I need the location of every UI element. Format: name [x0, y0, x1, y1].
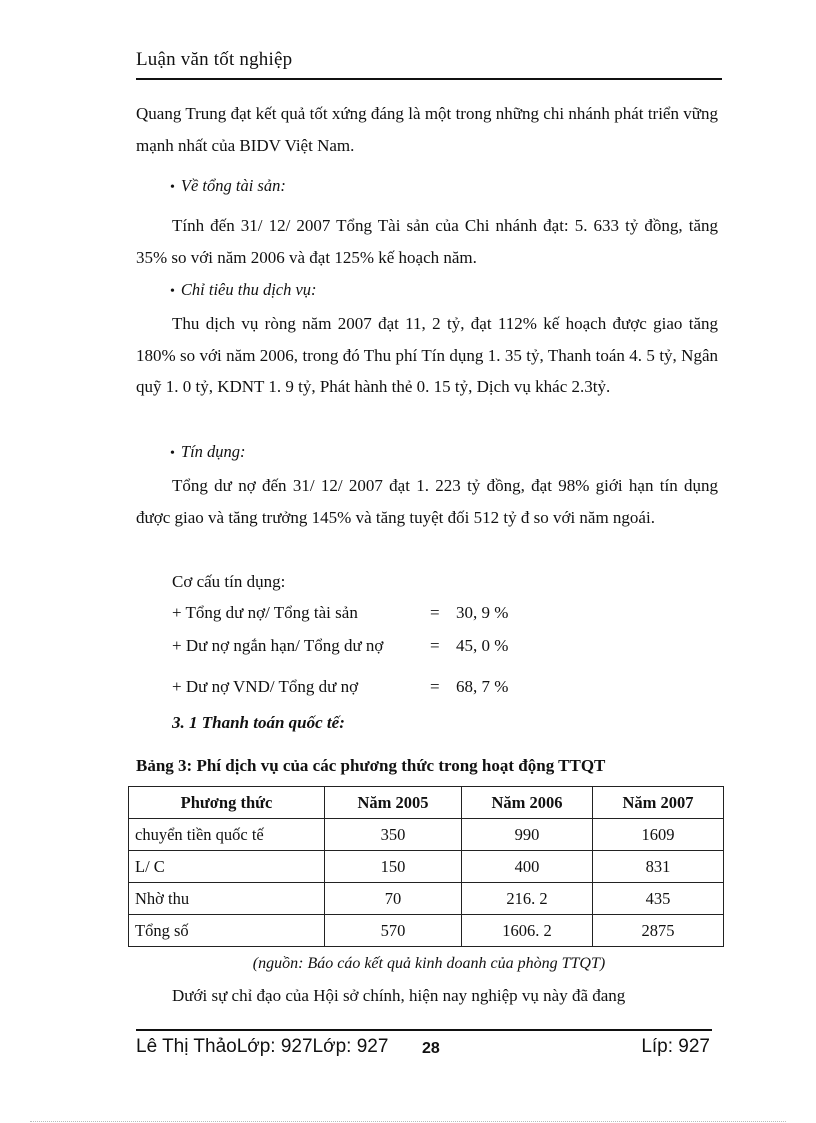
table-cell: 70 — [325, 883, 462, 915]
table-cell: 1606. 2 — [462, 915, 593, 947]
ratio-label: + Tổng dư nợ/ Tổng tài sản — [172, 603, 358, 622]
footer-author: Lê Thị ThảoLớp: 927Lớp: 927 — [136, 1036, 389, 1057]
table-row — [129, 851, 724, 883]
table-cell: 400 — [462, 851, 593, 883]
table-header-row — [129, 787, 724, 819]
column-header: Năm 2005 — [325, 787, 462, 819]
assets-heading — [170, 176, 286, 196]
ratio-value: 68, 7 % — [456, 677, 509, 696]
table-caption: Bảng 3: Phí dịch vụ của các phương thức trong hoạt động TTQT — [136, 756, 606, 775]
ratio-row — [172, 636, 508, 656]
header-rule — [136, 78, 722, 80]
equals-sign: = — [430, 677, 440, 696]
column-header: Năm 2006 — [462, 787, 593, 819]
equals-sign: = — [430, 636, 440, 655]
header-title: Luận văn tốt nghiệp — [136, 49, 293, 70]
ratio-value: 30, 9 % — [456, 603, 509, 622]
table-cell: 150 — [325, 851, 462, 883]
table-row — [129, 819, 724, 851]
table-cell: 990 — [462, 819, 593, 851]
intro-paragraph: Quang Trung đạt kết quả tốt xứng đáng là một trong những chi nhánh phát triển vững mạnh nhất của BIDV Việt Nam. — [136, 104, 718, 155]
credit-heading-text: Tín dụng: — [180, 442, 246, 461]
table-cell: L/ C — [129, 851, 325, 883]
table-row — [129, 915, 724, 947]
services-heading-text: Chỉ tiêu thu dịch vụ: — [180, 280, 317, 299]
footer-class: Líp: 927 — [641, 1036, 710, 1057]
section-heading: 3. 1 Thanh toán quốc tế: — [172, 713, 345, 732]
services-heading — [170, 280, 317, 300]
ratio-label: + Dư nợ ngắn hạn/ Tổng dư nợ — [172, 636, 384, 655]
table-cell: 216. 2 — [462, 883, 593, 915]
footer-rule — [136, 1029, 712, 1031]
table-cell: chuyển tiền quốc tế — [129, 819, 325, 851]
table-cell: 435 — [593, 883, 724, 915]
services-paragraph: Thu dịch vụ ròng năm 2007 đạt 11, 2 tỷ, đạt 112% kế hoạch được giao tăng 180% so với năm 2006, trong đó Thu phí Tín dụng 1. 35 tỷ, Thanh toán 4. 5 tỷ, Ngân quỹ 1. 0 tỷ, KDNT 1. 9 tỷ, Phát hành thẻ 0. 15 tỷ, Dịch vụ khác 2.3tỷ. — [136, 314, 718, 396]
page-edge-dots — [30, 1121, 786, 1122]
table-cell: Nhờ thu — [129, 883, 325, 915]
table-cell: 570 — [325, 915, 462, 947]
credit-paragraph: Tổng dư nợ đến 31/ 12/ 2007 đạt 1. 223 tỷ đồng, đạt 98% giới hạn tín dụng được giao và tăng trưởng 145% và tăng tuyệt đối 512 tỷ đ so với năm ngoái. — [136, 476, 718, 527]
assets-paragraph: Tính đến 31/ 12/ 2007 Tổng Tài sản của Chi nhánh đạt: 5. 633 tỷ đồng, tăng 35% so với năm 2006 và đạt 125% kế hoạch năm. — [136, 216, 718, 267]
closing-paragraph: Dưới sự chỉ đạo của Hội sở chính, hiện nay nghiệp vụ này đã đang — [172, 986, 626, 1005]
bullet-dot-icon: • — [170, 284, 175, 299]
fee-table — [128, 786, 724, 947]
credit-heading — [170, 442, 246, 462]
bullet-dot-icon: • — [170, 446, 175, 461]
table-cell: Tổng số — [129, 915, 325, 947]
table-row — [129, 883, 724, 915]
ratio-row — [172, 603, 508, 623]
equals-sign: = — [430, 603, 440, 622]
ratio-value: 45, 0 % — [456, 636, 509, 655]
table-source: (nguồn: Báo cáo kết quả kinh doanh của phòng TTQT) — [252, 955, 606, 972]
table-cell: 1609 — [593, 819, 724, 851]
credit-structure-label: Cơ cấu tín dụng: — [172, 572, 286, 591]
table-cell: 831 — [593, 851, 724, 883]
bullet-dot-icon: • — [170, 180, 175, 195]
ratio-label: + Dư nợ VND/ Tổng dư nợ — [172, 677, 359, 696]
table-cell: 350 — [325, 819, 462, 851]
page-number: 28 — [422, 1040, 440, 1057]
assets-heading-text: Về tổng tài sản: — [180, 176, 286, 195]
column-header: Năm 2007 — [593, 787, 724, 819]
table-cell: 2875 — [593, 915, 724, 947]
column-header: Phương thức — [129, 787, 325, 819]
ratio-row — [172, 677, 508, 697]
